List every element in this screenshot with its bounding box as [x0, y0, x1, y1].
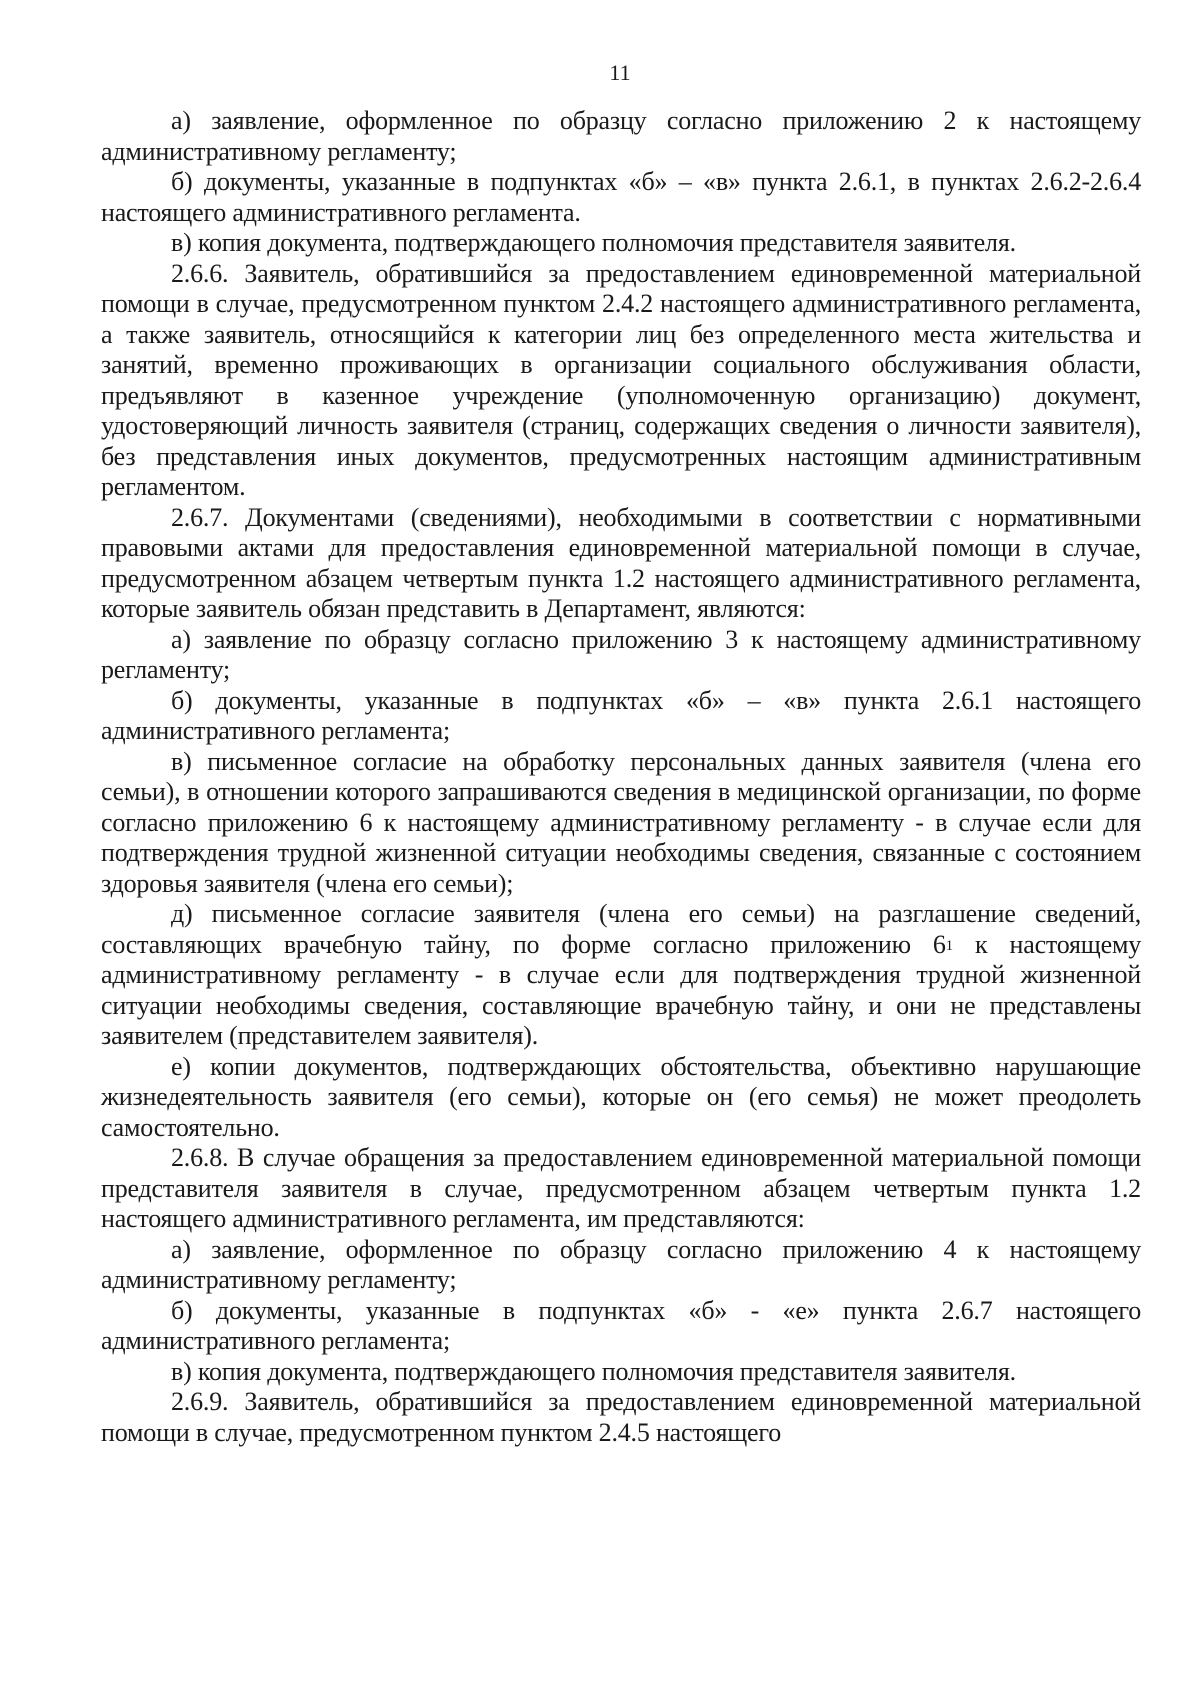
paragraph-2-6-7-b: б) документы, указанные в подпунктах «б» – «в» пункта 2.6.1 настоящего административного регламента;: [101, 685, 1141, 745]
paragraph-2-6-8: 2.6.8. В случае обращения за предоставлением единовременной материальной помощи представителя заявителя в случае, предусмотренном абзацем четвертым пункта 1.2 настоящего административного регламента, им представляются:: [101, 1143, 1141, 1233]
document-body: [101, 106, 1141, 1448]
paragraph-2-6-6: 2.6.6. Заявитель, обратившийся за предоставлением единовременной материальной помощи в случае, предусмотренном пунктом 2.4.2 настоящего административного регламента, а также заявитель, относящийся к категории лиц без определенного места жительства и занятий, временно проживающих в организации социального обслуживания области, предъявляют в казенное учреждение (уполномоченную организацию) документ, удостоверяющий личность заявителя (страниц, содержащих сведения о личности заявителя), без представления иных документов, предусмотренных настоящим административным регламентом.: [101, 258, 1141, 501]
paragraph-2-6-5-b: б) документы, указанные в подпунктах «б» – «в» пункта 2.6.1, в пунктах 2.6.2-2.6.4 настоящего административного регламента.: [101, 167, 1141, 227]
paragraph-2-6-7-a: а) заявление по образцу согласно приложению 3 к настоящему административному регламенту;: [101, 624, 1141, 684]
paragraph-2-6-7-d: [101, 899, 1141, 1052]
paragraph-2-6-8-v: в) копия документа, подтверждающего полномочия представителя заявителя.: [171, 1356, 1016, 1386]
paragraph-2-6-7-d-part-1: д) письменное согласие заявителя (члена его семьи) на разглашение сведений, составляющих врачебную тайну, по форме согласно приложению 6: [101, 899, 1141, 959]
paragraph-2-6-8-b: б) документы, указанные в подпунктах «б» - «е» пункта 2.6.7 настоящего административного регламента;: [101, 1295, 1141, 1355]
paragraph-2-6-8-a: а) заявление, оформленное по образцу согласно приложению 4 к настоящему административному регламенту;: [101, 1234, 1141, 1294]
page-number: 11: [609, 60, 631, 85]
paragraph-2-6-7: 2.6.7. Документами (сведениями), необходимыми в соответствии с нормативными правовыми актами для предоставления единовременной материальной помощи в случае, предусмотренном абзацем четвертым пункта 1.2 настоящего административного регламента, которые заявитель обязан представить в Департамент, являются:: [101, 502, 1141, 623]
paragraph-2-6-5-v: в) копия документа, подтверждающего полномочия представителя заявителя.: [171, 228, 1016, 257]
paragraph-2-6-7-d-part-2: к настоящему административному регламенту - в случае если для подтверждения трудной жизненной ситуации необходимы сведения, составляющие врачебную тайну, и они не представлены заявителем (представителем заявителя).: [101, 929, 1142, 1050]
paragraph-2-6-7-v: в) письменное согласие на обработку персональных данных заявителя (члена его семьи), в отношении которого запрашиваются сведения в медицинской организации, по форме согласно приложению 6 к настоящему административному регламенту - в случае если для подтверждения трудной жизненной ситуации необходимы сведения, связанные с состоянием здоровья заявителя (члена его семьи);: [101, 746, 1141, 898]
paragraph-2-6-9: 2.6.9. Заявитель, обратившийся за предоставлением единовременной материальной помощи в случае, предусмотренном пунктом 2.4.5 настоящего: [101, 1387, 1141, 1447]
paragraph-2-6-7-e: е) копии документов, подтверждающих обстоятельства, объективно нарушающие жизнедеятельность заявителя (его семьи), которые он (его семья) не может преодолеть самостоятельно.: [101, 1051, 1141, 1142]
paragraph-2-6-5-a: а) заявление, оформленное по образцу согласно приложению 2 к настоящему административному регламенту;: [101, 106, 1141, 166]
appendix-superscript: 1: [945, 937, 953, 954]
